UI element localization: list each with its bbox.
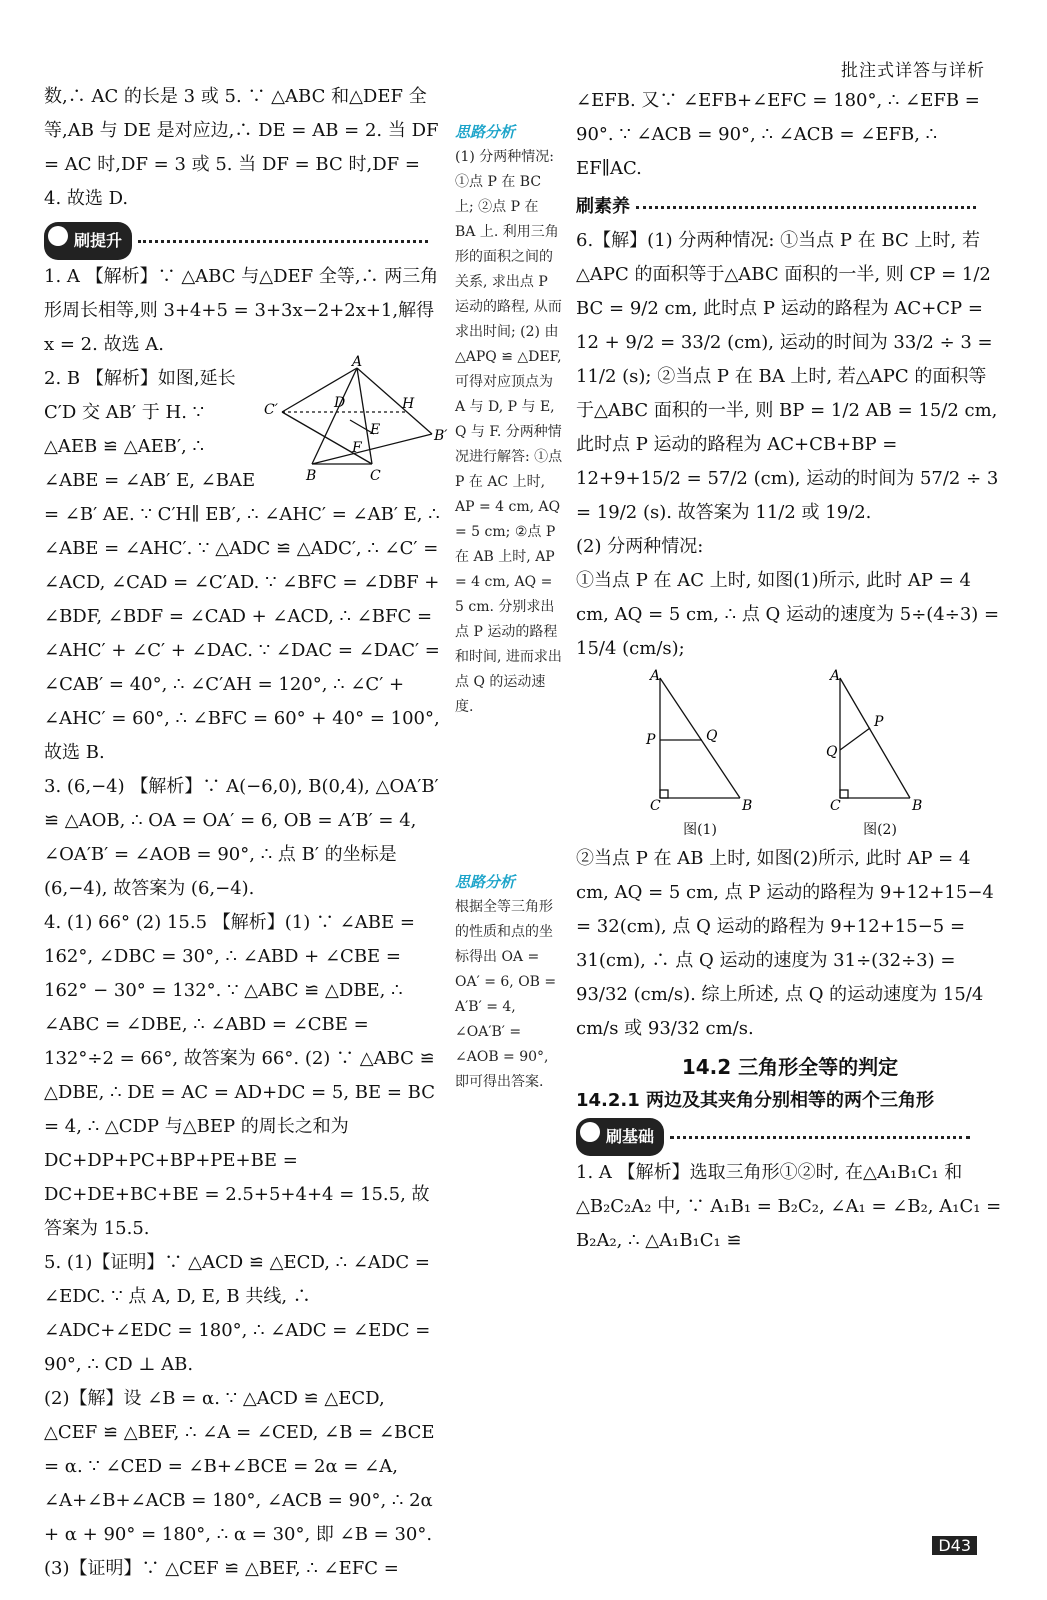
svg-text:A: A xyxy=(650,668,661,684)
geometry-figure xyxy=(262,354,448,484)
question-1: 1. A 【解析】选取三角形①②时, 在△A₁B₁C₁ 和△B₂C₂A₂ 中, ∵ A₁B₁ = B₂C₂, ∠A₁ = ∠B₂, A₁C₁ = B₂A₂, ∴ △A₁B₁C₁ ≌ xyxy=(576,1162,1002,1251)
svg-text:C: C xyxy=(830,798,841,814)
figure-caption: 图(2) xyxy=(863,822,897,838)
svg-text:F: F xyxy=(352,440,362,456)
section-title: 14.2 三角形全等的判定 xyxy=(681,1055,899,1079)
svg-text:P: P xyxy=(646,732,656,748)
section-badge: 刷提升 xyxy=(44,222,132,260)
note-tag: 思路分析 xyxy=(455,123,516,141)
note-text: (1) 分两种情况: ①点 P 在 BC 上; ②点 P 在 BA 上. 利用三角形的面积之间的关系, 求出点 P 运动的路程, 从而求出时间; (2) 由 △APQ ≌ △DEF, 可得对应顶点为 A 与 D, P 与 E, Q 与 F. 分两种情况进行解答: ①点 P 在 AC 上时, AP = 4 cm, AQ = 5 cm; ②点 P 在 AB 上时, AP = 4 cm, AQ = 5 cm. 分别求出点 P 运动的路程和时间, 进而求出点 Q 的运动速度. xyxy=(455,149,563,715)
question-5-part-3: (3)【证明】∵ △CEF ≌ △BEF, ∴ ∠EFC = xyxy=(44,1558,399,1579)
figure-2 xyxy=(820,670,940,838)
question-2: 2. B 【解析】如图,延长 C′D 交 AB′ 于 H. ∵ △AEB ≌ △AEB′, ∴ ∠ABE = ∠AB′ E, ∠BAE = ∠B′ AE. ∵ C′H∥ EB′, ∴ ∠AHC′ = ∠AB′ E, ∴ ∠ABE = ∠AHC′. ∵ △ADC ≌ △ADC′, ∴ ∠C′ = ∠ACD, ∠CAD = ∠C′AD. ∵ ∠BFC = ∠DBF + ∠BDF, ∠BDF = ∠CAD + ∠ACD, ∴ ∠BFC = ∠AHC′ + ∠C′ + ∠DAC. ∵ ∠DAC = ∠DAC′ = ∠CAB′ = 40°, ∴ ∠C′AH = 120°, ∴ ∠C′ + ∠AHC′ = 60°, ∴ ∠BFC = 60° + 40° = 100°, 故选 B. xyxy=(44,368,440,763)
figures-row xyxy=(576,670,1004,838)
question-3: 3. (6,−4) 【解析】∵ A(−6,0), B(0,4), △OA′B′ ≌ △AOB, ∴ OA = OA′ = 6, OB = A′B′ = 4, ∠OA′B′ = ∠AOB = 90°, ∴ 点 B′ 的坐标是 (6,−4), 故答案为 (6,−4). xyxy=(44,776,439,899)
svg-text:C′: C′ xyxy=(264,402,278,418)
figure-caption: 图(1) xyxy=(683,822,717,838)
section-badge: 刷基础 xyxy=(576,1118,664,1156)
note-text: 根据全等三角形的性质和点的坐标得出 OA = OA′ = 6, OB = A′B′ = 4, ∠OA′B′ = ∠AOB = 90°, 即可得出答案. xyxy=(455,899,557,1090)
svg-text:B′: B′ xyxy=(434,428,448,444)
divider xyxy=(636,206,976,209)
paragraph: ∠EFB. 又∵ ∠EFB+∠EFC = 180°, ∴ ∠EFB = 90°. ∵ ∠ACB = 90°, ∴ ∠ACB = ∠EFB, ∴ EF∥AC. xyxy=(576,90,980,179)
svg-text:Q: Q xyxy=(706,728,718,744)
figure-1 xyxy=(640,670,760,838)
question-6-part-2-intro: (2) 分两种情况: xyxy=(576,536,704,557)
triangle-figure-2 xyxy=(820,668,940,814)
question-1: 1. A 【解析】∵ △ABC 与△DEF 全等,∴ 两三角形周长相等,则 3+4+5 = 3+3x−2+2x+1,解得 x = 2. 故选 A. xyxy=(44,266,439,355)
svg-text:H: H xyxy=(402,396,415,412)
page-header: 批注式详答与详析 xyxy=(841,61,985,81)
question-5-part-1: 5. (1)【证明】∵ △ACD ≌ △ECD, ∴ ∠ADC = ∠EDC. ∵ 点 A, D, E, B 共线, ∴ ∠ADC+∠EDC = 180°, ∴ ∠ADC = ∠EDC = 90°, ∴ CD ⊥ AB. xyxy=(44,1252,431,1375)
svg-text:Q: Q xyxy=(826,744,838,760)
sidebar-note-2 xyxy=(455,870,563,1095)
question-6-part-2-case-2: ②当点 P 在 AB 上时, 如图(2)所示, 此时 AP = 4 cm, AQ = 5 cm, 点 P 运动的路程为 9+12+15−4 = 32(cm), 点 Q 运动的路程为 9+12+15−5 = 31(cm), ∴ 点 Q 运动的速度为 31÷(32÷3) = 93/32 (cm/s). 综上所述, 点 Q 的运动速度为 15/4 cm/s 或 93/32 cm/s. xyxy=(576,848,994,1039)
svg-text:B: B xyxy=(742,798,753,814)
question-6-part-2-case-1: ①当点 P 在 AC 上时, 如图(1)所示, 此时 AP = 4 cm, AQ = 5 cm, ∴ 点 Q 运动的速度为 5÷(4÷3) = 15/4 (cm/s); xyxy=(576,570,1000,659)
page-number: D43 xyxy=(932,1536,977,1555)
divider xyxy=(670,1136,970,1139)
right-column xyxy=(576,84,1004,1258)
svg-text:C: C xyxy=(370,468,381,484)
triangle-figure-1 xyxy=(640,668,760,814)
divider xyxy=(138,240,428,243)
sidebar-note-1 xyxy=(455,120,563,720)
question-4: 4. (1) 66° (2) 15.5 【解析】(1) ∵ ∠ABE = 162°, ∠DBC = 30°, ∴ ∠ABD + ∠CBE = 162° − 30° = 132°. ∵ △ABC ≌ △DBE, ∴ ∠ABC = ∠DBE, ∴ ∠ABD = ∠CBE = 132°÷2 = 66°, 故答案为 66°. (2) ∵ △ABC ≌ △DBE, ∴ DE = AC = AD+DC = 5, BE = BC = 4, ∴ △CDP 与△BEP 的周长之和为 DC+DP+PC+BP+PE+BE = DC+DE+BC+BE = 2.5+5+4+4 = 15.5, 故答案为 15.5. xyxy=(44,912,436,1239)
paragraph: 数,∴ AC 的长是 3 或 5. ∵ △ABC 和△DEF 全等,AB 与 DE 是对应边,∴ DE = AB = 2. 当 DF = AC 时,DF = 3 或 5. 当 DF = BC 时,DF = 4. 故选 D. xyxy=(44,86,439,209)
question-5-part-2: (2)【解】设 ∠B = α. ∵ △ACD ≌ △ECD, △CEF ≌ △BEF, ∴ ∠A = ∠CED, ∠B = ∠BCE = α. ∵ ∠CED = ∠B+∠BCE = 2α = ∠A, ∠A+∠B+∠ACB = 180°, ∠ACB = 90°, ∴ 2α + α + 90° = 180°, ∴ α = 30°, 即 ∠B = 30°. xyxy=(44,1388,435,1545)
svg-text:B: B xyxy=(912,798,923,814)
section-heading xyxy=(576,1118,1004,1156)
subsection-title: 14.2.1 两边及其夹角分别相等的两个三角形 xyxy=(576,1090,935,1111)
question-2-block xyxy=(44,354,448,770)
section-label: 刷素养 xyxy=(576,196,630,217)
note-tag: 思路分析 xyxy=(455,873,516,891)
svg-text:C: C xyxy=(650,798,661,814)
svg-text:P: P xyxy=(874,714,884,730)
section-heading xyxy=(576,190,1004,224)
section-heading xyxy=(44,222,442,260)
question-6-part-1: 6.【解】(1) 分两种情况: ①当点 P 在 BC 上时, 若△APC 的面积等于△ABC 面积的一半, 则 CP = 1/2 BC = 9/2 cm, 此时点 P 运动的路程为 AC+CP = 12 + 9/2 = 33/2 (cm), 运动的时间为 33/2 ÷ 3 = 11/2 (s); ②当点 P 在 BA 上时, 若△APC 的面积等于△ABC 面积的一半, 则 BP = 1/2 AB = 15/2 cm, 此时点 P 运动的路程为 AC+CB+BP = 12+9+15/2 = 57/2 (cm), 运动的时间为 57/2 ÷ 3 = 19/2 (s). 故答案为 11/2 或 19/2. xyxy=(576,230,999,523)
svg-text:E: E xyxy=(370,422,381,438)
svg-text:A: A xyxy=(352,354,363,370)
svg-text:A: A xyxy=(830,668,841,684)
svg-text:D: D xyxy=(334,395,346,411)
left-column xyxy=(44,80,448,1586)
svg-text:B: B xyxy=(306,468,317,484)
